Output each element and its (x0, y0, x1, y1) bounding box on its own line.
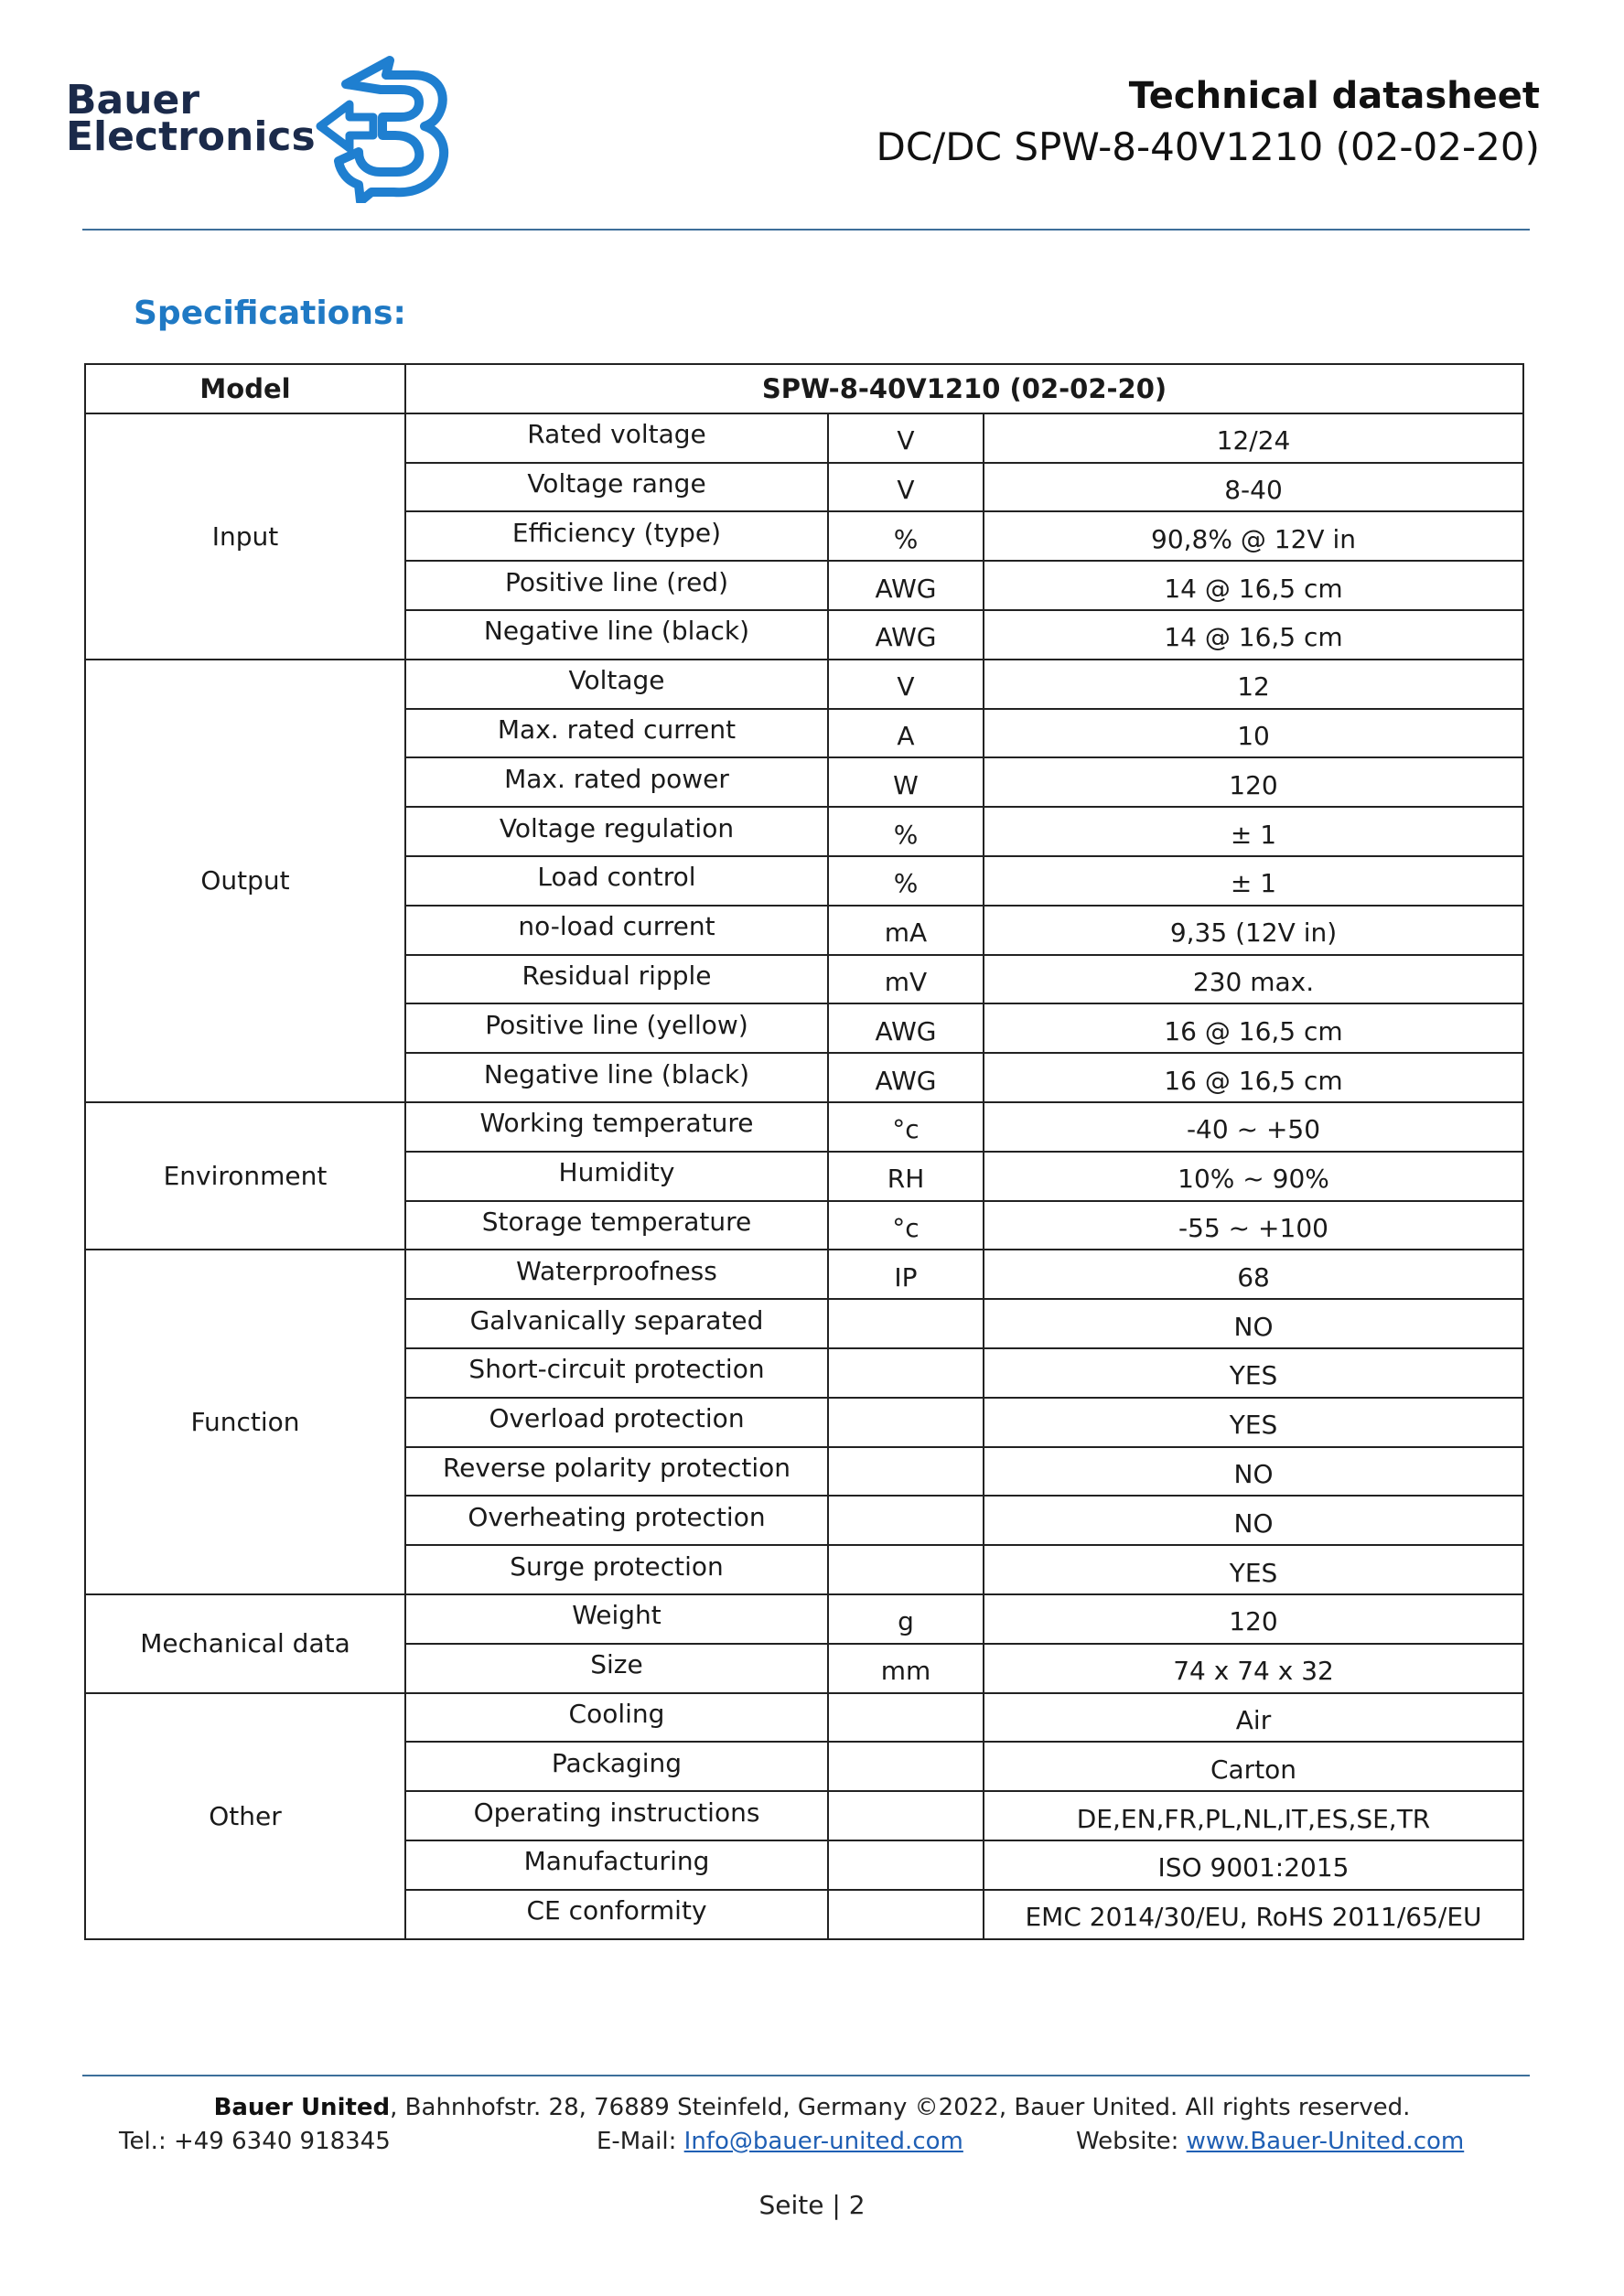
param-cell (405, 1791, 828, 1840)
logo-b-icon (302, 48, 457, 203)
table-row (85, 1594, 1523, 1644)
param-cell (405, 1693, 828, 1743)
unit-cell (828, 906, 984, 955)
footer-email (597, 2128, 963, 2155)
footer-website-link[interactable]: www.Bauer-United.com (1186, 2128, 1465, 2155)
param-cell (405, 1250, 828, 1299)
param-cell-text: Waterproofness (516, 1255, 717, 1286)
value-cell-text: NO (1233, 1311, 1274, 1342)
value-cell (984, 1398, 1523, 1447)
header-divider (82, 229, 1530, 231)
footer-divider (82, 2075, 1530, 2076)
param-cell-text: Positive line (red) (504, 566, 728, 597)
group-label: Output (85, 660, 405, 1102)
param-cell-text: Cooling (568, 1698, 665, 1729)
logo-line-2: Electronics (66, 113, 316, 160)
unit-cell (828, 1840, 984, 1890)
value-cell (984, 1201, 1523, 1250)
footer-company-line (0, 2094, 1624, 2121)
value-cell-text: 120 (1229, 1606, 1278, 1637)
value-cell-text: 90,8% @ 12V in (1151, 523, 1356, 554)
unit-cell-text: AWG (875, 1065, 937, 1096)
unit-cell-text: IP (894, 1261, 918, 1293)
value-cell (984, 1840, 1523, 1890)
param-cell-text: Max. rated power (504, 763, 729, 794)
unit-cell-text: mm (880, 1656, 931, 1687)
value-cell-text: 8-40 (1224, 474, 1283, 505)
value-cell-text: 16 @ 16,5 cm (1164, 1065, 1343, 1096)
unit-cell-text: A (897, 720, 915, 751)
value-cell-text: YES (1229, 1557, 1278, 1588)
value-cell (984, 1644, 1523, 1693)
group-label: Input (85, 413, 405, 660)
unit-cell (828, 1545, 984, 1594)
unit-cell-text: RH (887, 1164, 925, 1195)
value-cell (984, 807, 1523, 856)
value-cell-text: 120 (1229, 769, 1278, 800)
footer-email-label: E-Mail: (597, 2128, 684, 2155)
param-cell (405, 955, 828, 1004)
unit-cell-text: AWG (875, 1015, 937, 1046)
model-value: SPW-8-40V1210 (02-02-20) (405, 364, 1523, 413)
table-row (85, 413, 1523, 463)
value-cell (984, 1152, 1523, 1201)
unit-cell (828, 1791, 984, 1840)
table-row (85, 1250, 1523, 1299)
value-cell-text: 10% ~ 90% (1178, 1164, 1329, 1195)
param-cell-text: Humidity (558, 1157, 675, 1188)
value-cell-text: 10 (1237, 720, 1270, 751)
param-cell-text: Overload protection (489, 1403, 745, 1434)
unit-cell-text: °c (892, 1114, 920, 1145)
unit-cell (828, 413, 984, 463)
param-cell-text: Negative line (black) (483, 616, 750, 647)
value-cell (984, 1447, 1523, 1497)
param-cell-text: Packaging (551, 1747, 683, 1778)
param-cell-text: Voltage range (527, 467, 706, 499)
logo-line-1: Bauer (66, 77, 200, 123)
value-cell (984, 906, 1523, 955)
value-cell (984, 660, 1523, 709)
param-cell (405, 1496, 828, 1545)
unit-cell (828, 463, 984, 512)
param-cell (405, 1840, 828, 1890)
param-cell (405, 906, 828, 955)
param-cell (405, 1594, 828, 1644)
unit-cell (828, 856, 984, 906)
unit-cell (828, 1398, 984, 1447)
unit-cell-text: mA (884, 917, 928, 949)
unit-cell (828, 1102, 984, 1152)
value-cell (984, 1693, 1523, 1743)
value-cell (984, 1742, 1523, 1791)
param-cell-text: Manufacturing (523, 1846, 710, 1877)
unit-cell-text: V (897, 425, 915, 456)
footer-website (1076, 2128, 1464, 2155)
value-cell-text: 74 x 74 x 32 (1173, 1656, 1334, 1687)
unit-cell-text: V (897, 671, 915, 703)
value-cell-text: ± 1 (1230, 868, 1277, 899)
param-cell-text: Voltage (568, 665, 665, 696)
value-cell-text: ± 1 (1230, 819, 1277, 850)
value-cell-text: ISO 9001:2015 (1157, 1852, 1350, 1883)
value-cell-text: 230 max. (1192, 966, 1315, 997)
unit-cell (828, 709, 984, 758)
param-cell-text: CE conformity (526, 1895, 707, 1926)
unit-cell (828, 1003, 984, 1053)
unit-cell-text: % (893, 523, 919, 554)
param-cell (405, 1152, 828, 1201)
value-cell (984, 1348, 1523, 1398)
value-cell (984, 1299, 1523, 1348)
specifications-table (84, 363, 1524, 1940)
unit-cell-text: g (898, 1606, 914, 1637)
value-cell-text: YES (1229, 1410, 1278, 1441)
param-cell (405, 1447, 828, 1497)
unit-cell (828, 1644, 984, 1693)
value-cell (984, 856, 1523, 906)
value-cell (984, 511, 1523, 561)
unit-cell (828, 511, 984, 561)
param-cell (405, 1299, 828, 1348)
param-cell-text: Positive line (yellow) (485, 1009, 748, 1040)
company-logo (66, 48, 450, 203)
unit-cell (828, 610, 984, 660)
model-label: Model (85, 364, 405, 413)
unit-cell-text: W (893, 769, 919, 800)
value-cell-text: 12 (1237, 671, 1270, 703)
unit-cell (828, 955, 984, 1004)
param-cell-text: Voltage regulation (499, 812, 735, 843)
param-cell (405, 561, 828, 610)
group-label: Other (85, 1693, 405, 1939)
document-subtitle: DC/DC SPW-8-40V1210 (02-02-20) (876, 124, 1540, 169)
value-cell-text: 12/24 (1216, 425, 1291, 456)
param-cell (405, 1201, 828, 1250)
param-cell-text: Reverse polarity protection (442, 1452, 791, 1483)
param-cell-text: Galvanically separated (469, 1304, 764, 1336)
param-cell-text: Working temperature (479, 1108, 754, 1139)
value-cell (984, 1890, 1523, 1939)
value-cell-text: NO (1233, 1507, 1274, 1539)
value-cell-text: DE,EN,FR,PL,NL,IT,ES,SE,TR (1076, 1803, 1431, 1834)
value-cell-text: 16 @ 16,5 cm (1164, 1015, 1343, 1046)
unit-cell (828, 1447, 984, 1497)
param-cell-text: Rated voltage (527, 419, 706, 450)
unit-cell-text: V (897, 474, 915, 505)
group-label: Mechanical data (85, 1594, 405, 1693)
value-cell (984, 1003, 1523, 1053)
param-cell (405, 1053, 828, 1102)
param-cell (405, 807, 828, 856)
logo-wordmark (66, 77, 316, 160)
unit-cell-text: mV (884, 966, 928, 997)
unit-cell (828, 1250, 984, 1299)
param-cell-text: Weight (572, 1600, 661, 1631)
unit-cell (828, 1594, 984, 1644)
unit-cell (828, 1742, 984, 1791)
value-cell-text: 68 (1237, 1261, 1270, 1293)
param-cell-text: Negative line (black) (483, 1058, 750, 1089)
value-cell (984, 463, 1523, 512)
param-cell (405, 660, 828, 709)
table-header-row (85, 364, 1523, 413)
value-cell (984, 955, 1523, 1004)
param-cell-text: no-load current (518, 911, 715, 942)
unit-cell-text: % (893, 868, 919, 899)
param-cell (405, 1102, 828, 1152)
param-cell-text: Load control (537, 862, 696, 893)
value-cell (984, 561, 1523, 610)
table-row (85, 660, 1523, 709)
value-cell-text: NO (1233, 1458, 1274, 1489)
value-cell (984, 610, 1523, 660)
group-label: Environment (85, 1102, 405, 1250)
value-cell (984, 1496, 1523, 1545)
unit-cell (828, 807, 984, 856)
param-cell (405, 757, 828, 807)
param-cell-text: Residual ripple (522, 960, 712, 991)
unit-cell-text: AWG (875, 622, 937, 653)
value-cell-text: 14 @ 16,5 cm (1164, 573, 1343, 604)
value-cell (984, 709, 1523, 758)
page-number: Seite | 2 (758, 2190, 866, 2220)
value-cell (984, 1791, 1523, 1840)
value-cell (984, 1594, 1523, 1644)
param-cell (405, 709, 828, 758)
table-row (85, 1102, 1523, 1152)
value-cell-text: 14 @ 16,5 cm (1164, 622, 1343, 653)
document-title: Technical datasheet (1128, 75, 1540, 117)
value-cell-text: -55 ~ +100 (1178, 1212, 1328, 1243)
unit-cell (828, 561, 984, 610)
value-cell-text: -40 ~ +50 (1186, 1114, 1321, 1145)
value-cell-text: 9,35 (12V in) (1169, 917, 1338, 949)
param-cell-text: Size (590, 1649, 643, 1680)
unit-cell (828, 1152, 984, 1201)
unit-cell (828, 1693, 984, 1743)
param-cell (405, 511, 828, 561)
param-cell (405, 413, 828, 463)
unit-cell-text: AWG (875, 573, 937, 604)
unit-cell-text: % (893, 819, 919, 850)
param-cell (405, 1398, 828, 1447)
value-cell (984, 1102, 1523, 1152)
param-cell-text: Overheating protection (468, 1501, 766, 1532)
value-cell (984, 757, 1523, 807)
footer-company-name: Bauer United (213, 2094, 391, 2121)
unit-cell-text: °c (892, 1212, 920, 1243)
group-label: Function (85, 1250, 405, 1594)
footer-phone: Tel.: +49 6340 918345 (119, 2128, 391, 2155)
value-cell (984, 1250, 1523, 1299)
param-cell (405, 1348, 828, 1398)
value-cell-text: Carton (1210, 1754, 1297, 1785)
param-cell (405, 1644, 828, 1693)
footer-email-link[interactable]: Info@bauer-united.com (683, 2128, 963, 2155)
param-cell-text: Operating instructions (473, 1797, 760, 1828)
param-cell (405, 1742, 828, 1791)
value-cell-text: Air (1235, 1704, 1272, 1735)
unit-cell (828, 1348, 984, 1398)
param-cell (405, 1003, 828, 1053)
value-cell-text: EMC 2014/30/EU, RoHS 2011/65/EU (1025, 1902, 1482, 1933)
param-cell (405, 1890, 828, 1939)
param-cell (405, 463, 828, 512)
unit-cell (828, 1299, 984, 1348)
param-cell-text: Short-circuit protection (468, 1354, 765, 1385)
unit-cell (828, 1496, 984, 1545)
footer-website-label: Website: (1076, 2128, 1187, 2155)
footer-address: , Bahnhofstr. 28, 76889 Steinfeld, Germany ©2022, Bauer United. All rights reserved. (390, 2094, 1411, 2121)
specifications-heading: Specifications: (134, 295, 406, 332)
unit-cell (828, 757, 984, 807)
value-cell-text: YES (1229, 1360, 1278, 1391)
param-cell-text: Efficiency (type) (511, 517, 722, 548)
param-cell-text: Max. rated current (497, 713, 737, 745)
table-row (85, 1693, 1523, 1743)
param-cell-text: Surge protection (510, 1550, 724, 1582)
unit-cell (828, 1890, 984, 1939)
param-cell (405, 856, 828, 906)
unit-cell (828, 1201, 984, 1250)
unit-cell (828, 1053, 984, 1102)
param-cell (405, 1545, 828, 1594)
param-cell (405, 610, 828, 660)
value-cell (984, 1053, 1523, 1102)
value-cell (984, 413, 1523, 463)
param-cell-text: Storage temperature (481, 1206, 752, 1237)
value-cell (984, 1545, 1523, 1594)
unit-cell (828, 660, 984, 709)
